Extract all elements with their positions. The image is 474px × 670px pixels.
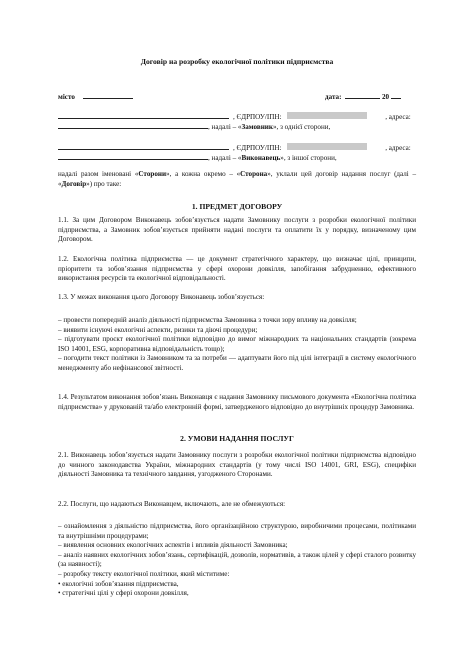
party2-address-label: , адреса: [385, 144, 411, 152]
party1-edrpou-label: , ЄДРПОУ/ІПН: [233, 113, 282, 121]
list-item: – виявлення основних екологічних аспектів і впливів діяльності Замовника; [58, 541, 288, 550]
list-item: – провести попередній аналіз діяльності підприємства Замовника з точки зору впливу на довкілля; [58, 316, 357, 324]
party2-line2 [58, 152, 416, 164]
party2-edrpou-label: , ЄДРПОУ/ІПН: [233, 144, 282, 152]
party2-role: Виконавець [241, 154, 281, 162]
party1-line2 [58, 121, 416, 133]
clause-2-1: 2.1. Виконавець зобов’язується надати Замовнику послуги з розробки екологічної політики підприємства відповідно до чинного законодавства України, міжнародних стандартів (у тому числі ISO 14001, GRI, ESG), специфіки діяльності Замовника та технічного завдання, узгодженого Сторонами. [58, 451, 416, 479]
year-field[interactable] [391, 91, 401, 99]
list-item: – ознайомлення з діяльністю підприємства, його організаційною структурою, виробничими процесами, політиками та внутрішніми процедурами; [58, 522, 416, 540]
list-item: – розробку тексту екологічної політики, який міститиме: [58, 569, 230, 578]
party2-address-field[interactable] [58, 152, 208, 160]
list-item: – погодити текст політики із Замовником та за потреби — адаптувати його під цілі інтеграції в систему екологічного менеджменту або нефінансової звітності. [58, 354, 416, 372]
clause-1-1: 1.1. За цим Договором Виконавець зобов’язується надати Замовнику послуги з розробки екологічної політики підприємства, а Замовник зобов’язується прийняти надані послуги та оплатити їх у порядку, визначеному цим Договором. [58, 216, 416, 244]
clause-1-4: 1.4. Результатом виконання зобов’язань Виконавця є надання Замовнику письмового документа «Екологічна політика підприємства» у друкованій та/або електронній формі, затвердженого відповідно до внутрішніх процедур Замовника. [58, 393, 416, 411]
party1-address-label: , адреса: [385, 113, 411, 121]
date-block [325, 91, 401, 103]
party2-edrpou-field[interactable] [287, 143, 367, 150]
document-title: Договір на розробку екологічної політики підприємства [140, 57, 334, 66]
city-label: місто [58, 93, 75, 101]
list-item: – виявити існуючі екологічні аспекти, ризики та діючі процедури; [58, 325, 258, 334]
clause-1-3: 1.3. У межах виконання цього Договору Виконавець зобов’язується: [58, 293, 265, 301]
city-field[interactable] [83, 91, 133, 99]
clause-1-3-list [58, 316, 416, 374]
section2-heading: 2. УМОВИ НАДАННЯ ПОСЛУГ [180, 434, 294, 443]
date-field[interactable] [345, 91, 380, 99]
clause-2-2: 2.2. Послуги, що надаються Виконавцем, включають, але не обмежуються: [58, 500, 286, 508]
list-item: • стратегічні цілі у сфері охорони довкілля, [58, 589, 189, 598]
intro-term-storony: Сторони [138, 170, 167, 178]
list-item: – підготувати проєкт екологічної політики відповідно до вимог міжнародних та національних стандартів (зокрема ISO 14001, ESG, корпоративна відповідальність тощо); [58, 335, 416, 353]
party1-role: Замовник [241, 123, 273, 131]
clause-1-2: 1.2. Екологічна політика підприємства — це документ стратегічного характеру, що визначає цілі, принципи, пріоритети та зобов’язання підприємства у сфері охорони довкілля, запобігання забрудненню, ефективного використання ресурсів та екологічної відповідальності. [58, 255, 416, 283]
party2-tail-post: », з іншої сторони, [280, 154, 337, 162]
party1-name-field[interactable] [58, 111, 229, 119]
list-item: – аналіз наявних екологічних зобов’язань, сертифікацій, дозволів, нормативів, а також цілей у сфері сталого розвитку (за наявності); [58, 550, 416, 569]
party1-tail-pre: , надалі – « [208, 123, 242, 131]
section1-heading: 1. ПРЕДМЕТ ДОГОВОРУ [191, 202, 283, 211]
party1-edrpou-field[interactable] [287, 112, 367, 119]
party2-name-field[interactable] [58, 142, 229, 150]
year-prefix: 20 [382, 93, 390, 101]
list-item: • екологічні зобов’язання підприємства, [58, 579, 179, 588]
clause-2-2-list [58, 522, 416, 599]
date-label: дата: [325, 93, 342, 101]
party1-tail-post: », з однієї сторони, [272, 123, 331, 131]
intro-paragraph: надалі разом іменовані «Сторони», а кожна окремо – «Сторона», уклали цей договір надання послуг (далі – «Договір») про таке: [58, 170, 417, 188]
party1-address-field[interactable] [58, 121, 208, 129]
party2-tail-pre: , надалі – « [208, 154, 242, 162]
intro-term-storona: Сторона [240, 170, 268, 178]
intro-term-dogovir: Договір [61, 179, 87, 188]
